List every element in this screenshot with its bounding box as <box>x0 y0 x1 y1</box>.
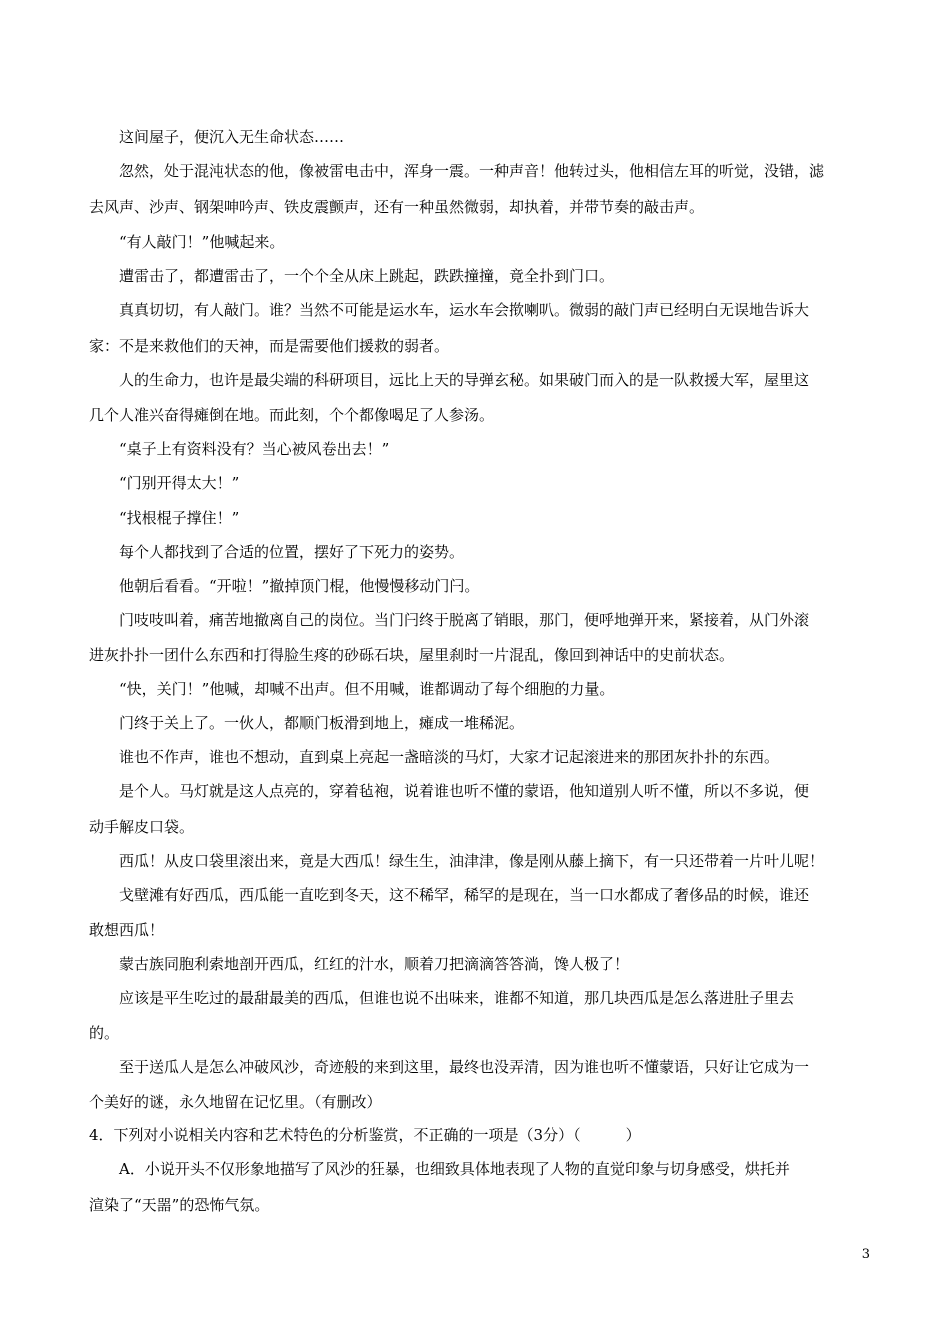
line-text: 人的生命力，也许是最尖端的科研项目，远比上天的导弹玄秘。如果破门而入的是一队救援大军，屋里这 <box>119 371 810 389</box>
line-text: 是个人。马灯就是这人点亮的，穿着毡袍，说着谁也听不懂的蒙语，他知道别人听不懂，所以不多说，便 <box>119 782 810 800</box>
line-text: A．小说开头不仅形象地描写了风沙的狂暴，也细致具体地表现了人物的直觉印象与切身感受，烘托并 <box>119 1160 790 1178</box>
line-text: 门吱吱叫着，痛苦地撤离自己的岗位。当门闩终于脱离了销眼，那门，便呼地弹开来，紧接着，从门外滚 <box>119 611 810 629</box>
line-text: 门终于关上了。一伙人，都顺门板滑到地上，瘫成一堆稀泥。 <box>119 714 525 732</box>
line-text: 每个人都找到了合适的位置，摆好了下死力的姿势。 <box>119 543 465 561</box>
line-text: 真真切切，有人敲门。谁？当然不可能是运水车，运水车会揿喇叭。微弱的敲门声已经明白无误地告诉大 <box>119 301 810 319</box>
line-text: 应该是平生吃过的最甜最美的西瓜，但谁也说不出味来，谁都不知道，那几块西瓜是怎么落进肚子里去 <box>119 989 795 1007</box>
line-text: 家：不是来救他们的天神，而是需要他们援救的弱者。 <box>89 337 450 355</box>
line-text: 西瓜！从皮口袋里滚出来，竟是大西瓜！绿生生，油津津，像是刚从藤上摘下，有一只还带着一片叶儿呢！ <box>119 852 825 870</box>
line-text: 敢想西瓜！ <box>89 921 165 939</box>
line-text: “快，关门！”他喊，却喊不出声。但不用喊，谁都调动了每个细胞的力量。 <box>119 680 615 698</box>
line-text: 蒙古族同胞利索地剖开西瓜，红红的汁水，顺着刀把滴滴答答淌，馋人极了！ <box>119 955 630 973</box>
line-text: 几个人准兴奋得瘫倒在地。而此刻，个个都像喝足了人参汤。 <box>89 406 495 424</box>
page-number: 3 <box>861 1247 870 1262</box>
line-text: 遭雷击了，都遭雷击了，一个个全从床上跳起，跌跌撞撞，竟全扑到门口。 <box>119 267 615 285</box>
line-text: 他朝后看看。“开啦！”撤掉顶门棍，他慢慢移动门闩。 <box>119 577 480 595</box>
line-text: 至于送瓜人是怎么冲破风沙，奇迹般的来到这里，最终也没弄清，因为谁也听不懂蒙语，只好让它成为一 <box>119 1058 810 1076</box>
line-text: 的。 <box>89 1024 120 1042</box>
line-text: 谁也不作声，谁也不想动，直到桌上亮起一盏暗淡的马灯，大家才记起滚进来的那团灰扑扑的东西。 <box>119 748 780 766</box>
line-text: “门别开得太大！” <box>119 474 240 492</box>
line-text: 进灰扑扑一团什么东西和打得脸生疼的砂砾石块，屋里刹时一片混乱，像回到神话中的史前状态。 <box>89 646 735 664</box>
line-text: 渲染了“天噐”的恐怖气氛。 <box>89 1196 270 1214</box>
line-text: 4．下列对小说相关内容和艺术特色的分析鉴赏，不正确的一项是（3分）（ ） <box>89 1126 641 1144</box>
line-text: 去风声、沙声、钢架呻吟声、铁皮震颤声，还有一种虽然微弱，却执着，并带节奏的敲击声。 <box>89 198 705 216</box>
line-text: 忽然，处于混沌状态的他，像被雷电击中，浑身一震。一种声音！他转过头，他相信左耳的听觉，没错，滤 <box>119 162 825 180</box>
line-text: “找根棍子撑住！” <box>119 509 240 527</box>
line-text: “桌子上有资料没有？当心被风卷出去！” <box>119 440 390 458</box>
line-text: 动手解皮口袋。 <box>89 818 195 836</box>
line-text: “有人敲门！”他喊起来。 <box>119 233 285 251</box>
line-text: 这间屋子，便沉入无生命状态…… <box>119 128 345 146</box>
line-text: 个美好的谜，永久地留在记忆里。（有删改） <box>89 1093 382 1111</box>
line-text: 戈壁滩有好西瓜，西瓜能一直吃到冬天，这不稀罕，稀罕的是现在，当一口水都成了奢侈品的时候，谁还 <box>119 886 810 904</box>
